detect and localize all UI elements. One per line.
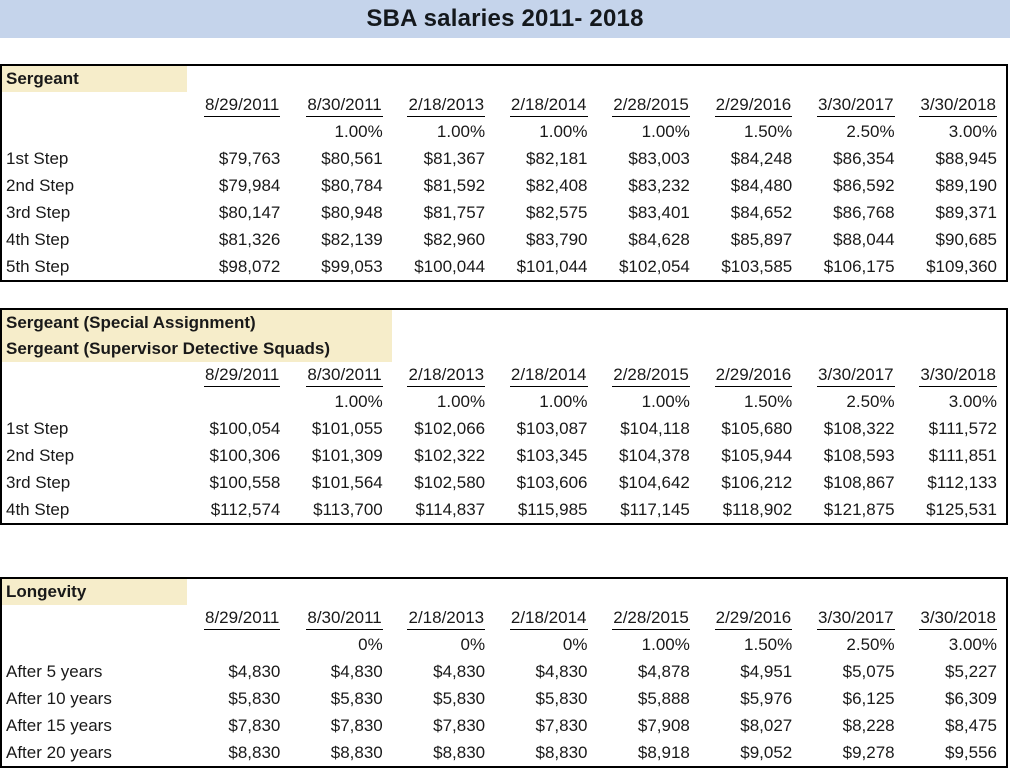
salary-cell: $7,830 <box>433 715 486 735</box>
salary-cell: $83,003 <box>628 148 690 168</box>
salary-cell: $101,044 <box>516 256 588 276</box>
salary-cell: $103,087 <box>516 418 588 438</box>
date-header: 2/18/2014 <box>510 365 588 387</box>
date-header-cell <box>801 95 903 117</box>
date-header: 2/18/2013 <box>407 365 485 387</box>
date-header-cell <box>392 365 494 387</box>
salary-cell: $7,908 <box>637 715 690 735</box>
date-header: 3/30/2018 <box>919 95 997 117</box>
salary-cell: $86,354 <box>833 148 895 168</box>
salary-cell: $4,830 <box>228 661 281 681</box>
salary-cell: $80,147 <box>218 202 281 222</box>
salary-cell: $8,830 <box>330 742 383 762</box>
salary-cell: $5,830 <box>535 688 588 708</box>
table-row <box>2 442 1006 469</box>
percentage-cell: 0% <box>562 635 588 654</box>
salary-cell: $101,309 <box>311 445 383 465</box>
step-label: 5th Step <box>6 256 70 276</box>
date-header: 8/30/2011 <box>306 608 382 630</box>
table-row <box>2 226 1006 253</box>
date-header: 2/18/2013 <box>407 95 485 117</box>
salary-cell: $82,181 <box>526 148 588 168</box>
salary-cell: $8,027 <box>740 715 793 735</box>
date-header-cell <box>699 365 801 387</box>
salary-cell: $106,212 <box>721 472 793 492</box>
salary-cell: $101,055 <box>311 418 383 438</box>
salary-cell: $7,830 <box>330 715 383 735</box>
salary-cell: $111,572 <box>928 418 997 438</box>
salary-cell: $104,642 <box>618 472 690 492</box>
table-row <box>2 739 1006 766</box>
percentage-cell: 3.00% <box>948 122 997 141</box>
salary-cell: $108,867 <box>823 472 895 492</box>
date-header-cell <box>597 365 699 387</box>
salary-cell: $85,897 <box>730 229 793 249</box>
section-label-special-assignment: Sergeant (Special Assignment) <box>2 310 392 336</box>
salary-cell: $81,757 <box>423 202 486 222</box>
salary-cell: $5,830 <box>228 688 281 708</box>
table-row <box>2 172 1006 199</box>
salary-cell: $106,175 <box>823 256 895 276</box>
date-header-cell <box>187 608 289 630</box>
step-label: 1st Step <box>6 418 69 438</box>
step-label: 2nd Step <box>6 445 75 465</box>
salary-cell: $100,306 <box>209 445 281 465</box>
salary-cell: $8,228 <box>842 715 895 735</box>
salary-cell: $114,837 <box>415 499 486 519</box>
salary-cell: $82,960 <box>423 229 486 249</box>
salary-cell: $8,918 <box>637 742 690 762</box>
salary-cell: $84,248 <box>730 148 793 168</box>
salary-cell: $102,322 <box>414 445 486 465</box>
date-header-cell <box>494 365 596 387</box>
date-header-cell <box>494 608 596 630</box>
salary-cell: $4,878 <box>637 661 690 681</box>
salary-cell: $5,075 <box>842 661 895 681</box>
date-header: 3/30/2018 <box>919 608 997 630</box>
table-row <box>2 415 1006 442</box>
date-header: 3/30/2017 <box>817 608 895 630</box>
date-header-row <box>2 362 1006 389</box>
percentage-cell: 1.00% <box>334 122 383 141</box>
salary-cell: $108,593 <box>823 445 895 465</box>
percentage-cell: 1.00% <box>334 392 383 411</box>
table-row <box>2 658 1006 685</box>
salary-cell: $4,830 <box>433 661 486 681</box>
salary-cell: $9,556 <box>945 742 997 762</box>
salary-cell: $82,139 <box>321 229 383 249</box>
step-label: 3rd Step <box>6 472 71 492</box>
salary-cell: $4,830 <box>330 661 383 681</box>
section-label-row <box>2 336 1006 362</box>
date-header-cell <box>597 608 699 630</box>
step-label: 3rd Step <box>6 202 71 222</box>
percentage-cell: 1.00% <box>641 122 690 141</box>
table-row <box>2 469 1006 496</box>
salary-cell: $112,133 <box>927 472 997 492</box>
percentage-cell: 1.50% <box>744 122 793 141</box>
salary-cell: $100,558 <box>209 472 281 492</box>
section-label-row <box>2 310 1006 336</box>
date-header-cell <box>289 608 391 630</box>
salary-cell: $6,125 <box>842 688 895 708</box>
date-header-row <box>2 92 1006 119</box>
percentage-cell: 1.00% <box>641 635 690 654</box>
salary-cell: $112,574 <box>210 499 281 519</box>
salary-cell: $81,326 <box>218 229 281 249</box>
salary-cell: $7,830 <box>535 715 588 735</box>
table-row <box>2 496 1006 523</box>
salary-cell: $9,278 <box>842 742 895 762</box>
salary-cell: $84,628 <box>628 229 690 249</box>
sergeant-table <box>0 64 1008 282</box>
date-header-cell <box>187 365 289 387</box>
percentage-cell: 3.00% <box>948 635 997 654</box>
section-label-supervisor-detective: Sergeant (Supervisor Detective Squads) <box>2 336 392 362</box>
date-header-row <box>2 605 1006 632</box>
salary-cell: $105,944 <box>721 445 793 465</box>
date-header: 8/30/2011 <box>306 95 382 117</box>
salary-cell: $118,902 <box>722 499 793 519</box>
date-header-cell <box>597 95 699 117</box>
raise-percentage-row <box>2 632 1006 658</box>
salary-cell: $88,044 <box>833 229 895 249</box>
date-header: 2/18/2013 <box>407 608 485 630</box>
percentage-cell: 0% <box>460 635 486 654</box>
raise-percentage-row <box>2 389 1006 415</box>
salary-cell: $7,830 <box>228 715 281 735</box>
date-header-cell <box>187 95 289 117</box>
percentage-cell: 1.00% <box>641 392 690 411</box>
salary-cell: $105,680 <box>721 418 793 438</box>
salary-cell: $83,232 <box>628 175 690 195</box>
percentage-cell: 1.00% <box>539 392 588 411</box>
date-header: 2/29/2016 <box>715 365 793 387</box>
longevity-label: After 20 years <box>6 742 112 762</box>
salary-cell: $86,592 <box>833 175 895 195</box>
salary-cell: $82,408 <box>526 175 588 195</box>
longevity-table <box>0 577 1008 768</box>
salary-cell: $100,054 <box>209 418 281 438</box>
step-label: 4th Step <box>6 229 70 249</box>
percentage-cell: 1.00% <box>539 122 588 141</box>
salary-cell: $4,830 <box>535 661 588 681</box>
table-row <box>2 685 1006 712</box>
salary-cell: $6,309 <box>945 688 997 708</box>
salary-cell: $89,190 <box>935 175 997 195</box>
date-header-cell <box>904 365 1006 387</box>
longevity-label: After 10 years <box>6 688 112 708</box>
salary-cell: $102,054 <box>618 256 690 276</box>
salary-cell: $84,480 <box>730 175 793 195</box>
date-header: 8/30/2011 <box>306 365 382 387</box>
salary-cell: $81,367 <box>423 148 486 168</box>
salary-cell: $101,564 <box>311 472 383 492</box>
salary-cell: $102,580 <box>414 472 486 492</box>
percentage-cell: 0% <box>358 635 383 654</box>
salary-cell: $113,700 <box>313 499 383 519</box>
salary-cell: $9,052 <box>740 742 793 762</box>
percentage-cell: 2.50% <box>846 392 895 411</box>
salary-cell: $84,652 <box>730 202 793 222</box>
salary-cell: $108,322 <box>823 418 895 438</box>
date-header-cell <box>392 95 494 117</box>
percentage-cell: 1.00% <box>436 392 486 411</box>
salary-cell: $5,976 <box>740 688 793 708</box>
salary-cell: $5,888 <box>637 688 690 708</box>
salary-cell: $125,531 <box>926 499 997 519</box>
section-label-sergeant: Sergeant <box>2 66 187 92</box>
table-row <box>2 712 1006 739</box>
salary-cell: $98,072 <box>218 256 281 276</box>
salary-cell: $103,585 <box>721 256 793 276</box>
page-title: SBA salaries 2011- 2018 <box>366 5 644 32</box>
longevity-label: After 5 years <box>6 661 103 681</box>
salary-cell: $117,145 <box>620 499 690 519</box>
date-header-cell <box>699 95 801 117</box>
date-header: 2/18/2014 <box>510 95 588 117</box>
salary-cell: $88,945 <box>935 148 997 168</box>
title-banner <box>0 0 1010 38</box>
table-row <box>2 199 1006 226</box>
date-header: 2/28/2015 <box>612 608 690 630</box>
salary-cell: $5,227 <box>945 661 997 681</box>
date-header-cell <box>289 365 391 387</box>
percentage-cell: 3.00% <box>948 392 997 411</box>
date-header-cell <box>904 608 1006 630</box>
raise-percentage-row <box>2 119 1006 145</box>
salary-cell: $104,378 <box>618 445 690 465</box>
salary-cell: $81,592 <box>423 175 486 195</box>
table-row <box>2 145 1006 172</box>
salary-cell: $80,561 <box>321 148 383 168</box>
salary-cell: $79,763 <box>218 148 281 168</box>
date-header: 2/29/2016 <box>715 95 793 117</box>
date-header: 8/29/2011 <box>204 365 280 387</box>
table-row <box>2 253 1006 280</box>
percentage-cell: 1.00% <box>436 122 486 141</box>
date-header: 8/29/2011 <box>204 608 280 630</box>
salary-cell: $86,768 <box>833 202 895 222</box>
section-label-longevity: Longevity <box>2 579 187 605</box>
date-header-cell <box>904 95 1006 117</box>
salary-cell: $8,830 <box>433 742 486 762</box>
sergeant-special-table <box>0 308 1008 525</box>
date-header: 2/28/2015 <box>612 365 690 387</box>
salary-cell: $100,044 <box>414 256 486 276</box>
date-header: 2/28/2015 <box>612 95 690 117</box>
percentage-cell: 1.50% <box>744 635 793 654</box>
date-header: 8/29/2011 <box>204 95 280 117</box>
salary-cell: $83,401 <box>628 202 690 222</box>
date-header-cell <box>801 365 903 387</box>
salary-cell: $109,360 <box>926 256 997 276</box>
salary-cell: $111,851 <box>928 445 997 465</box>
salary-cell: $8,475 <box>945 715 997 735</box>
salary-cell: $104,118 <box>620 418 690 438</box>
section-label-row <box>2 579 1006 605</box>
date-header-cell <box>699 608 801 630</box>
date-header-cell <box>494 95 596 117</box>
date-header-cell <box>801 608 903 630</box>
date-header-cell <box>392 608 494 630</box>
salary-cell: $83,790 <box>526 229 588 249</box>
date-header: 2/18/2014 <box>510 608 588 630</box>
salary-cell: $121,875 <box>823 499 895 519</box>
step-label: 4th Step <box>6 499 70 519</box>
salary-cell: $5,830 <box>330 688 383 708</box>
percentage-cell: 1.50% <box>744 392 793 411</box>
date-header: 3/30/2017 <box>817 365 895 387</box>
salary-cell: $5,830 <box>433 688 486 708</box>
date-header: 2/29/2016 <box>715 608 793 630</box>
percentage-cell: 2.50% <box>846 122 895 141</box>
salary-cell: $8,830 <box>535 742 588 762</box>
date-header: 3/30/2017 <box>817 95 895 117</box>
salary-cell: $115,985 <box>517 499 588 519</box>
salary-cell: $99,053 <box>321 256 383 276</box>
longevity-label: After 15 years <box>6 715 112 735</box>
step-label: 1st Step <box>6 148 69 168</box>
salary-cell: $4,951 <box>740 661 793 681</box>
salary-cell: $103,345 <box>516 445 588 465</box>
salary-cell: $102,066 <box>414 418 486 438</box>
salary-cell: $103,606 <box>516 472 588 492</box>
salary-cell: $90,685 <box>935 229 997 249</box>
step-label: 2nd Step <box>6 175 75 195</box>
salary-cell: $80,948 <box>321 202 383 222</box>
section-label-row <box>2 66 1006 92</box>
date-header: 3/30/2018 <box>919 365 997 387</box>
salary-cell: $79,984 <box>218 175 281 195</box>
date-header-cell <box>289 95 391 117</box>
salary-cell: $8,830 <box>228 742 281 762</box>
percentage-cell: 2.50% <box>846 635 895 654</box>
salary-cell: $82,575 <box>526 202 588 222</box>
salary-cell: $89,371 <box>935 202 997 222</box>
salary-cell: $80,784 <box>321 175 383 195</box>
